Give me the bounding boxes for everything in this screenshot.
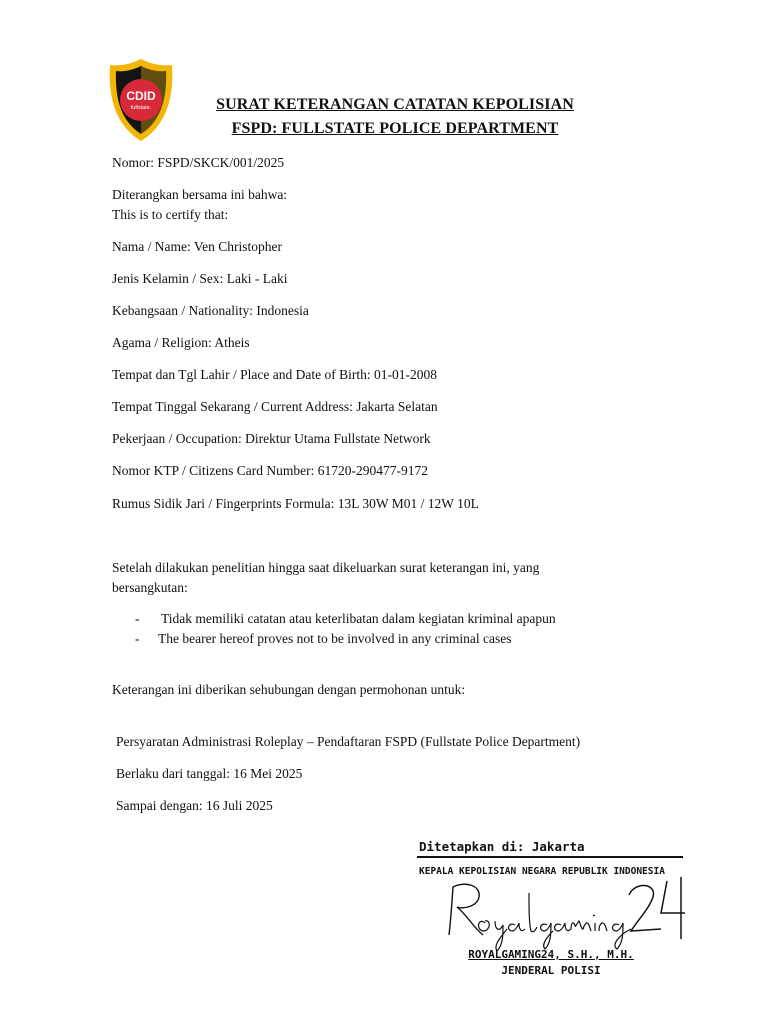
signature-office: KEPALA KEPOLISIAN NEGARA REPUBLIK INDONESIA — [419, 866, 665, 877]
logo-text-cdid: CDID — [126, 89, 156, 103]
intro-english: This is to certify that: — [112, 207, 229, 222]
logo-text-fullstate: fullstate. — [130, 105, 152, 111]
fullstate-shield-logo — [107, 57, 175, 143]
signature-rank: JENDERAL POLISI — [501, 964, 601, 977]
field-occupation: Pekerjaan / Occupation: Direktur Utama Fullstate Network — [112, 431, 431, 446]
field-religion: Agama / Religion: Atheis — [112, 335, 250, 350]
field-address: Tempat Tinggal Sekarang / Current Address: Jakarta Selatan — [112, 399, 438, 414]
handwritten-signature — [435, 873, 685, 953]
field-birth: Tempat dan Tgl Lahir / Place and Date of Birth: 01-01-2008 — [112, 367, 437, 382]
signature-rule — [417, 856, 683, 858]
signature-name: ROYALGAMING24, S.H., M.H. — [468, 948, 634, 961]
field-nationality: Kebangsaan / Nationality: Indonesia — [112, 303, 309, 318]
field-id-card: Nomor KTP / Citizens Card Number: 61720-290477-9172 — [112, 463, 428, 478]
bullet-text: The bearer hereof proves not to be involved in any criminal cases — [158, 631, 512, 646]
document-subtitle: FSPD: FULLSTATE POLICE DEPARTMENT — [231, 120, 559, 137]
purpose-detail: Persyaratan Administrasi Roleplay – Pendaftaran FSPD (Fullstate Police Department) — [116, 734, 581, 749]
bullet-text: Tidak memiliki catatan atau keterlibatan dalam kegiatan kriminal apapun — [161, 611, 556, 626]
valid-from: Berlaku dari tanggal: 16 Mei 2025 — [116, 766, 303, 781]
purpose-lead: Keterangan ini diberikan sehubungan dengan permohonan untuk: — [112, 682, 466, 697]
intro-indonesian: Diterangkan bersama ini bahwa: — [112, 187, 288, 202]
statement-line-2: bersangkutan: — [112, 580, 188, 595]
bullet-dash: - — [135, 611, 140, 626]
document-title-block — [180, 93, 610, 141]
field-fingerprint: Rumus Sidik Jari / Fingerprints Formula: 13L 30W M01 / 12W 10L — [112, 496, 479, 511]
document-number: Nomor: FSPD/SKCK/001/2025 — [112, 155, 285, 170]
field-name: Nama / Name: Ven Christopher — [112, 239, 282, 254]
statement-line-1: Setelah dilakukan penelitian hingga saat dikeluarkan surat keterangan ini, yang — [112, 560, 540, 575]
signature-block — [417, 837, 685, 987]
field-sex: Jenis Kelamin / Sex: Laki - Laki — [112, 271, 288, 286]
bullet-dash: - — [135, 631, 140, 646]
document-title: SURAT KETERANGAN CATATAN KEPOLISIAN — [216, 96, 574, 113]
signature-place: Ditetapkan di: Jakarta — [419, 839, 585, 854]
valid-to: Sampai dengan: 16 Juli 2025 — [116, 798, 273, 813]
